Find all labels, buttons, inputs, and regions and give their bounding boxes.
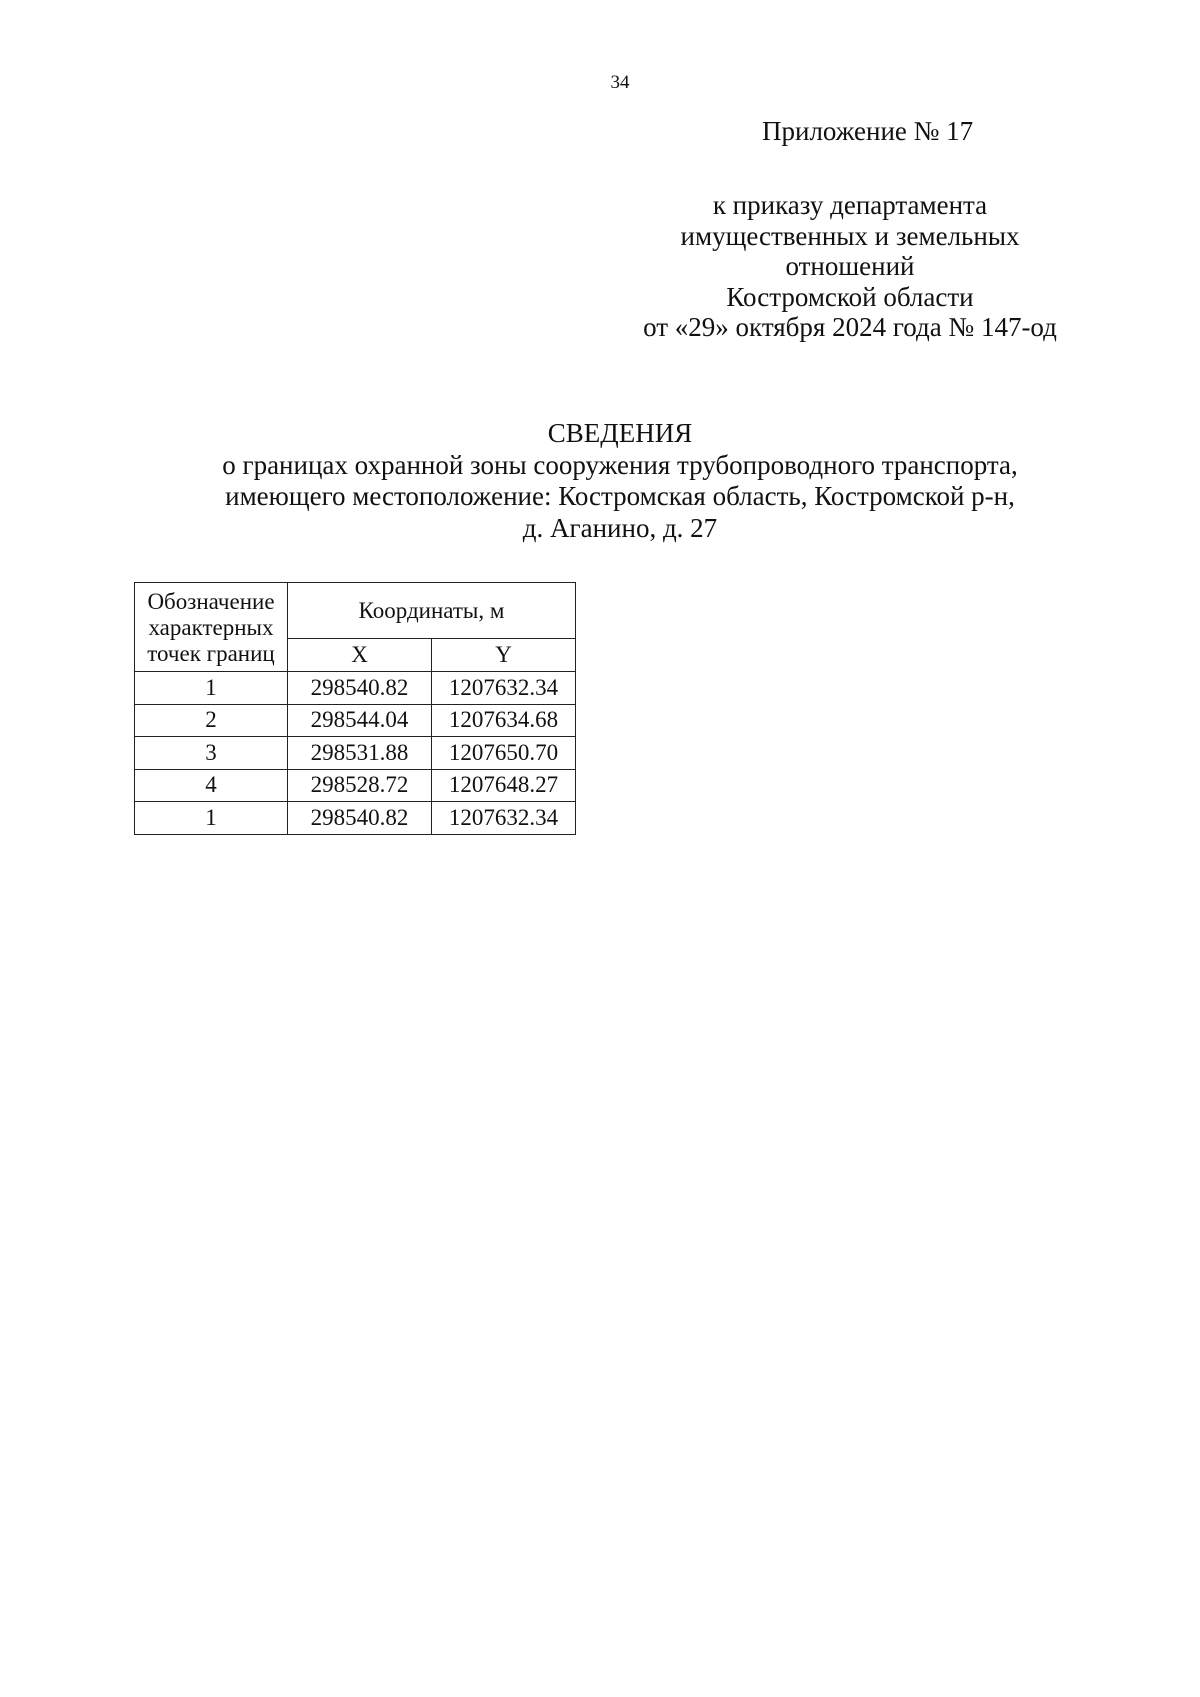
annex-title: Приложение № 17 bbox=[762, 116, 974, 146]
table-row bbox=[135, 672, 576, 705]
table-row bbox=[135, 769, 576, 802]
heading-line: д. Аганино, д. 27 bbox=[522, 512, 718, 543]
x-cell: 298540.82 bbox=[288, 802, 432, 835]
y-cell: 1207648.27 bbox=[432, 769, 576, 802]
point-cell: 1 bbox=[135, 672, 288, 705]
annex-line: от «29» октября 2024 года № 147-од bbox=[643, 312, 1057, 342]
x-cell: 298531.88 bbox=[288, 737, 432, 770]
table-row bbox=[135, 737, 576, 770]
coordinates-table bbox=[134, 582, 576, 835]
heading-line: о границах охранной зоны сооружения трубопроводного транспорта, bbox=[222, 449, 1018, 480]
annex-line: Костромской области bbox=[726, 281, 974, 312]
annex-reference bbox=[560, 190, 1140, 343]
point-header-line: точек границ bbox=[147, 641, 275, 666]
point-cell: 3 bbox=[135, 737, 288, 770]
document-heading bbox=[0, 418, 1200, 544]
x-cell: 298540.82 bbox=[288, 672, 432, 705]
annex-line: имущественных и земельных bbox=[680, 220, 1020, 251]
heading-title: СВЕДЕНИЯ bbox=[547, 418, 693, 448]
table-row bbox=[135, 802, 576, 835]
point-cell: 2 bbox=[135, 704, 288, 737]
x-column-header: X bbox=[288, 639, 432, 672]
table-row bbox=[135, 704, 576, 737]
heading-line: имеющего местоположение: Костромская область, Костромской р-н, bbox=[225, 481, 1015, 511]
y-cell: 1207650.70 bbox=[432, 737, 576, 770]
y-cell: 1207632.34 bbox=[432, 672, 576, 705]
point-cell: 1 bbox=[135, 802, 288, 835]
table-header-row bbox=[135, 583, 576, 639]
point-header-line: Обозначение bbox=[147, 589, 275, 614]
point-cell: 4 bbox=[135, 769, 288, 802]
point-header-line: характерных bbox=[148, 615, 274, 640]
x-cell: 298544.04 bbox=[288, 704, 432, 737]
point-column-header bbox=[135, 583, 288, 672]
y-cell: 1207634.68 bbox=[432, 704, 576, 737]
annex-line: отношений bbox=[785, 251, 915, 281]
coordinates-column-header: Координаты, м bbox=[288, 583, 576, 639]
page-number: 34 bbox=[610, 72, 630, 93]
y-column-header: Y bbox=[432, 639, 576, 672]
x-cell: 298528.72 bbox=[288, 769, 432, 802]
y-cell: 1207632.34 bbox=[432, 802, 576, 835]
annex-line: к приказу департамента bbox=[712, 190, 988, 220]
